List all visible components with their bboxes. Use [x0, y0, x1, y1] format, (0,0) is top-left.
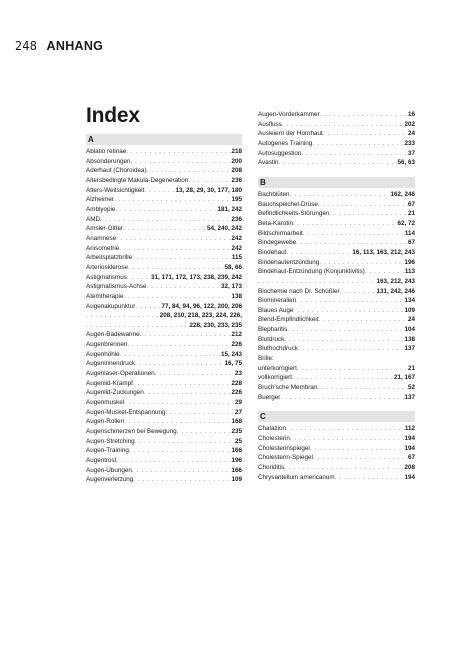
index-term: Buerger — [258, 393, 281, 401]
index-entry — [86, 379, 242, 389]
index-entry — [86, 350, 242, 360]
index-entry — [86, 244, 242, 254]
index-title: Index — [86, 104, 140, 127]
index-term: vollkorrigiert — [258, 374, 292, 382]
dot-leader — [313, 453, 408, 463]
index-entry — [258, 473, 415, 483]
index-pages: 31, 171, 172, 173, 238, 239, 242 — [150, 273, 242, 281]
dot-leader — [312, 139, 404, 149]
index-term: Augenverletzung — [86, 476, 134, 484]
dot-leader — [177, 427, 232, 437]
index-pages: 27 — [234, 408, 242, 416]
index-pages: 109 — [231, 476, 242, 484]
section-title: ANHANG — [46, 39, 104, 53]
index-entry — [86, 166, 242, 176]
dot-leader — [100, 215, 231, 225]
index-entry — [258, 219, 415, 229]
index-term: Ablatio retinae — [86, 148, 127, 155]
index-pages: 37 — [407, 149, 415, 157]
dot-leader — [133, 475, 231, 485]
letter-heading-a: A — [86, 134, 242, 145]
index-pages: 15, 243 — [220, 350, 242, 358]
index-entry — [86, 369, 242, 379]
index-entry — [86, 359, 242, 369]
index-term: Atemtherapie — [86, 292, 124, 300]
index-pages: 200 — [231, 157, 242, 165]
letter-heading-b: B — [258, 177, 415, 188]
index-pages: 226 — [231, 341, 242, 349]
dot-leader — [124, 398, 235, 408]
dot-leader — [282, 120, 405, 130]
index-entry — [86, 263, 242, 273]
index-pages: 228, 230, 233, 235 — [189, 321, 242, 329]
dot-leader — [133, 379, 232, 389]
index-pages: 54, 240, 242 — [206, 225, 242, 233]
index-pages: 77, 84, 94, 96, 122, 200, 206 — [161, 302, 242, 310]
index-entry — [86, 224, 242, 234]
index-pages: 109 — [404, 306, 415, 314]
index-entry — [86, 147, 242, 157]
index-entry — [86, 302, 242, 312]
letter-heading-c: C — [258, 411, 415, 422]
index-pages: 52 — [407, 384, 415, 392]
dot-leader — [290, 190, 391, 200]
dot-leader — [128, 263, 224, 273]
index-entry — [258, 325, 415, 335]
index-entry — [258, 238, 415, 248]
dot-leader — [258, 277, 376, 287]
index-pages: 162, 246 — [390, 190, 415, 198]
index-entry — [86, 205, 242, 215]
index-term: Bindehaut — [258, 248, 287, 256]
index-pages: 115 — [231, 254, 242, 262]
dot-leader — [135, 359, 224, 369]
dot-leader — [135, 302, 161, 312]
dot-leader — [127, 340, 231, 350]
index-term: Augeninnendruck — [86, 360, 136, 368]
dot-leader — [116, 234, 231, 244]
entry-list-a-continued — [258, 110, 415, 168]
dot-leader — [284, 463, 404, 473]
index-entry — [86, 282, 242, 292]
index-pages: 134 — [404, 297, 415, 305]
dot-leader — [340, 287, 377, 297]
index-term: Anamnese — [86, 234, 117, 242]
index-pages: 58, 66 — [224, 263, 242, 271]
index-pages: 16 — [407, 111, 415, 118]
index-entry — [258, 209, 415, 219]
index-entry — [258, 315, 415, 325]
index-pages: 163, 212, 243 — [376, 277, 415, 285]
index-entry — [258, 258, 415, 268]
index-entry — [86, 408, 242, 418]
index-pages: 104 — [404, 326, 415, 334]
index-term: Autosuggestion — [258, 149, 302, 157]
dot-leader — [119, 244, 231, 254]
index-term: Cholesterin — [258, 435, 290, 443]
index-entry — [258, 444, 415, 454]
index-term: Augenakupunktur — [86, 302, 136, 310]
index-entry — [86, 446, 242, 456]
dot-leader — [335, 473, 405, 483]
index-entry — [86, 340, 242, 350]
index-term: Augenlid-Krampf — [86, 379, 133, 387]
index-pages: 113 — [404, 268, 415, 276]
index-pages: 29 — [234, 399, 242, 407]
index-entry — [86, 456, 242, 466]
index-term: Anisometrie — [86, 244, 120, 252]
index-entry — [86, 273, 242, 283]
index-entry — [86, 437, 242, 447]
index-entry — [258, 149, 415, 159]
index-pages: 24 — [407, 316, 415, 324]
index-pages: 202 — [404, 120, 415, 128]
index-term: Beta-Karotin — [258, 219, 294, 227]
index-term: Bildschirmarbeit — [258, 229, 303, 237]
index-term: Blaues Auge — [258, 306, 294, 314]
index-term: Chalazion — [258, 425, 287, 433]
index-pages: 194 — [404, 444, 415, 452]
index-pages: 138 — [231, 292, 242, 300]
index-term: Augenlid-Zuckungen — [86, 389, 144, 397]
index-pages: 194 — [404, 473, 415, 481]
index-entry — [258, 287, 415, 297]
index-term: Absonderungen — [86, 157, 131, 165]
index-pages: 114 — [404, 229, 415, 237]
index-entry — [86, 466, 242, 476]
index-pages: 56, 63 — [397, 159, 415, 167]
index-entry — [258, 229, 415, 239]
index-term: Bluthochdruck — [258, 345, 298, 353]
entry-list-a — [86, 147, 242, 485]
dot-leader — [115, 205, 217, 215]
index-entry — [86, 427, 242, 437]
index-pages: 62, 72 — [397, 219, 415, 227]
index-entry — [258, 306, 415, 316]
dot-leader — [298, 344, 405, 354]
index-entry — [258, 129, 415, 139]
index-pages: 112 — [404, 425, 415, 433]
index-pages: 208, 210, 218, 223, 224, 226, — [159, 312, 242, 320]
index-entry — [258, 110, 415, 120]
index-term: Augenhöhle — [86, 350, 120, 358]
index-entry — [86, 417, 242, 427]
dot-leader — [279, 158, 398, 168]
index-entry — [86, 215, 242, 225]
dot-leader — [290, 434, 405, 444]
dot-leader — [365, 267, 405, 277]
index-term: Augentrost — [86, 457, 117, 464]
dot-leader — [147, 282, 221, 292]
index-term: Befindlichkeits-Störungen — [258, 210, 330, 218]
index-pages: 235 — [231, 428, 242, 436]
dot-leader — [129, 446, 232, 456]
index-pages: 196 — [231, 457, 242, 464]
index-pages: 236 — [231, 215, 242, 223]
left-column — [86, 134, 242, 485]
dot-leader — [280, 393, 404, 403]
index-term: Bruch'sche Membran — [258, 384, 318, 392]
dot-leader — [296, 296, 404, 306]
index-pages: 67 — [407, 239, 415, 247]
dot-leader — [301, 149, 408, 159]
index-term: Augen-Stretching — [86, 437, 135, 445]
dot-leader — [310, 444, 405, 454]
index-term: Augen-Übungen — [86, 466, 132, 474]
index-term: Altersbedingte Makula-Degeneration — [86, 176, 189, 184]
index-term: Cholesterinspiegel — [258, 444, 310, 452]
dot-leader — [323, 129, 408, 139]
index-term: Avastin — [258, 159, 279, 167]
index-pages: 131, 242, 246 — [376, 287, 415, 295]
index-pages: 195 — [231, 196, 242, 204]
index-term: Amblyopie — [86, 205, 116, 213]
index-entry — [258, 463, 415, 473]
index-entry — [86, 186, 242, 196]
index-term: unterkorrigiert — [258, 364, 297, 372]
dot-leader — [130, 157, 231, 167]
index-pages: 67 — [407, 454, 415, 462]
dot-leader — [155, 369, 235, 379]
entry-list-b — [258, 190, 415, 402]
index-pages: 242 — [231, 244, 242, 252]
index-entry — [86, 157, 242, 167]
index-pages: 24 — [407, 130, 415, 138]
dot-leader — [320, 110, 408, 120]
index-entry — [258, 200, 415, 210]
index-term: Augenschmerzen bei Bewegung — [86, 428, 177, 436]
index-pages: 67 — [407, 200, 415, 208]
dot-leader — [120, 350, 221, 360]
index-term: Biomineralien — [258, 297, 297, 305]
running-header — [15, 38, 103, 53]
index-pages: 242 — [231, 234, 242, 242]
dot-leader — [286, 248, 352, 258]
index-pages: 166 — [231, 447, 242, 455]
index-entry — [258, 344, 415, 354]
dot-leader — [86, 311, 160, 321]
index-term: Blutdruck — [258, 335, 285, 343]
index-term: Choriditis — [258, 464, 285, 471]
index-entry — [86, 195, 242, 205]
dot-leader — [165, 408, 235, 418]
index-entry — [258, 296, 415, 306]
index-pages: 226 — [231, 389, 242, 397]
dot-leader — [144, 186, 175, 196]
index-entry — [258, 248, 415, 258]
index-pages: 21 — [407, 210, 415, 218]
index-pages: 13, 28, 29, 30, 177, 180 — [175, 186, 242, 194]
index-term: Bauchspeichel-Drüse — [258, 200, 318, 208]
dot-leader — [135, 437, 235, 447]
index-pages: 32, 173 — [220, 283, 242, 291]
dot-leader — [319, 315, 408, 325]
index-pages: 21, 167 — [393, 374, 415, 382]
dot-leader — [126, 147, 231, 157]
index-term: Arbeitsplatzbrille — [86, 254, 133, 262]
index-term: Brille: — [258, 355, 274, 363]
index-pages: 168 — [231, 418, 242, 426]
index-term: Augen-Rollen — [86, 418, 125, 426]
index-pages: 208 — [404, 464, 415, 471]
dot-leader — [144, 388, 232, 398]
dot-leader — [188, 176, 231, 186]
index-entry — [86, 311, 242, 321]
index-pages: 181, 242 — [217, 205, 242, 213]
index-pages: 233 — [404, 139, 415, 147]
index-entry — [258, 434, 415, 444]
index-entry — [258, 158, 415, 168]
index-pages: 212 — [231, 331, 242, 339]
index-entry — [258, 364, 415, 374]
index-entry — [258, 424, 415, 434]
dot-leader — [140, 330, 232, 340]
dot-leader — [303, 229, 405, 239]
index-pages: 208 — [231, 167, 242, 175]
index-entry — [86, 321, 242, 331]
index-entry — [86, 253, 242, 263]
index-term: Astigmatismus-Achse — [86, 283, 147, 291]
dot-leader — [317, 383, 408, 393]
index-term: Arteriosklerose — [86, 263, 128, 271]
index-term: Ausfluss — [258, 120, 282, 128]
dot-leader — [124, 417, 231, 427]
index-entry — [258, 120, 415, 130]
index-term: Augen-Vorderkammer — [258, 111, 320, 118]
index-entry — [86, 475, 242, 485]
index-pages: 138 — [404, 335, 415, 343]
index-entry — [258, 277, 415, 287]
dot-leader — [147, 166, 232, 176]
index-pages: 194 — [404, 435, 415, 443]
index-term: Augenbrennen — [86, 341, 128, 349]
index-entry — [258, 453, 415, 463]
entry-list-c — [258, 424, 415, 482]
dot-leader — [318, 200, 408, 210]
index-pages: 228 — [231, 379, 242, 387]
index-entry — [258, 383, 415, 393]
index-term: Cholesterin-Spiegel — [258, 454, 313, 462]
index-pages: 23 — [234, 370, 242, 378]
index-term: Bindehautentzündung — [258, 258, 320, 266]
index-term: Alters-Weitsichtigkeit — [86, 186, 145, 194]
index-entry — [86, 292, 242, 302]
index-entry — [86, 388, 242, 398]
dot-leader — [116, 456, 231, 466]
index-entry — [86, 398, 242, 408]
index-term: Bindehaut-Entzündung (Konjunktivitis) — [258, 268, 365, 276]
index-term: Aderhaut (Choroidea) — [86, 167, 147, 175]
index-term: Blend-Empfindlichkeit — [258, 316, 319, 324]
dot-leader — [127, 273, 151, 283]
dot-leader — [132, 253, 232, 263]
index-entry — [258, 373, 415, 383]
index-term: Alzheimer — [86, 196, 114, 204]
index-entry — [258, 354, 415, 364]
right-column — [258, 110, 415, 482]
index-term: Biochemie nach Dr. Schüßler — [258, 287, 340, 295]
index-term: Amsler-Gitter — [86, 225, 124, 233]
index-pages: 236 — [231, 176, 242, 184]
index-entry — [258, 139, 415, 149]
index-pages: 196 — [404, 258, 415, 266]
index-term: Bindegewebe — [258, 239, 297, 247]
dot-leader — [292, 373, 394, 383]
index-term: Augenlaser-Operationen — [86, 370, 155, 378]
index-pages: 16, 75 — [224, 360, 242, 368]
dot-leader — [132, 466, 232, 476]
dot-leader — [123, 292, 231, 302]
index-term: Blepharitis — [258, 326, 288, 334]
index-entry — [86, 176, 242, 186]
index-entry — [258, 335, 415, 345]
page-number: 248 — [15, 38, 38, 53]
index-pages: 218 — [231, 148, 242, 155]
index-term: Augen-Training — [86, 447, 129, 455]
dot-leader — [296, 238, 408, 248]
index-term: Bachblüten — [258, 190, 290, 198]
index-term: Astigmatismus — [86, 273, 127, 281]
dot-leader — [86, 321, 189, 331]
index-term: AMD — [86, 215, 100, 223]
dot-leader — [287, 325, 404, 335]
dot-leader — [329, 209, 408, 219]
dot-leader — [284, 335, 404, 345]
index-entry — [258, 190, 415, 200]
dot-leader — [319, 258, 404, 268]
index-pages: 137 — [404, 345, 415, 353]
dot-leader — [123, 224, 207, 234]
index-pages: 166 — [231, 466, 242, 474]
dot-leader — [293, 219, 397, 229]
index-entry — [86, 234, 242, 244]
dot-leader — [297, 364, 408, 374]
dot-leader — [293, 306, 404, 316]
index-term: Autogenes Training — [258, 139, 313, 147]
dot-leader — [286, 424, 405, 434]
index-term: Augen-Muskel-Entspannung — [86, 408, 166, 416]
index-term: Augen-Badewanne — [86, 331, 140, 339]
index-pages: 16, 113, 163, 212, 243 — [352, 248, 415, 256]
dot-leader — [114, 195, 231, 205]
index-entry — [86, 330, 242, 340]
index-entry — [258, 267, 415, 277]
index-pages: 137 — [404, 393, 415, 401]
index-term: Chrysantellum americanum — [258, 473, 335, 481]
index-term: Ausleiern der Hornhaut — [258, 130, 323, 138]
index-pages: 25 — [234, 437, 242, 445]
index-entry — [258, 393, 415, 403]
index-pages: 21 — [407, 364, 415, 372]
index-term: Augenmuskel — [86, 399, 125, 407]
